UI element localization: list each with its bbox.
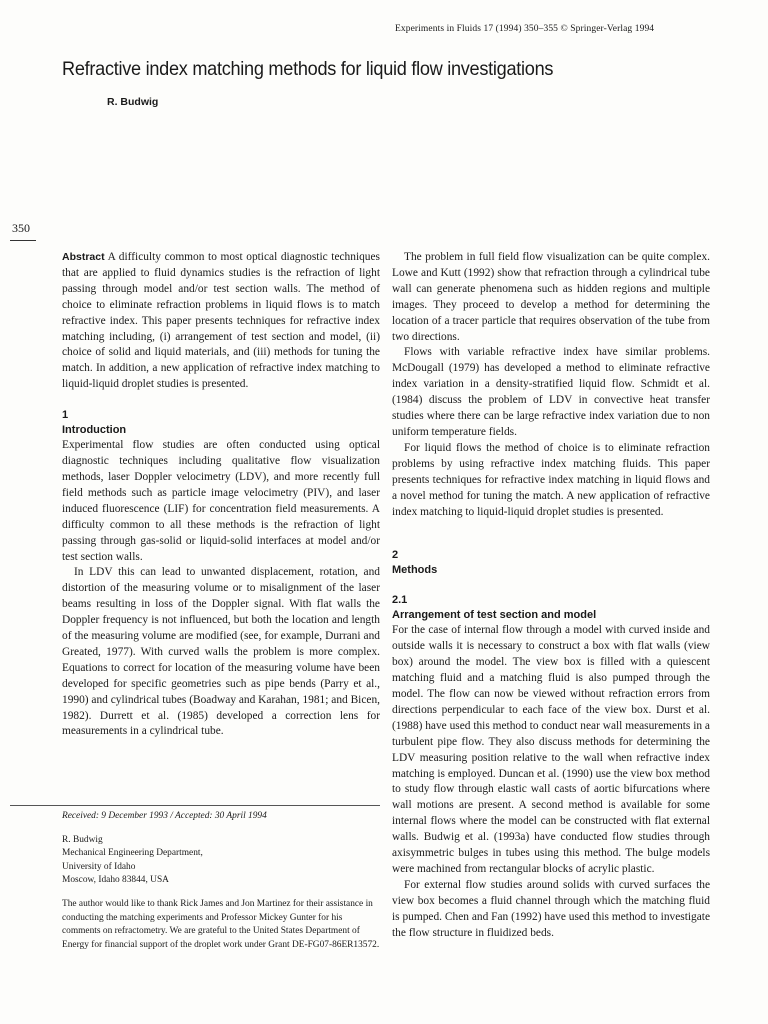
section-2-1-title: Arrangement of test section and model xyxy=(392,609,597,622)
acknowledgment: The author would like to thank Rick James and Jon Martinez for their assistance in conducting the matching experiments and Professor Mickey Gunter for his comments on refractometry. We are grateful to the United States Department of Energy for financial support of the droplet work under Grant DE-FG07-86ER13572. xyxy=(62,898,380,950)
page-title: Refractive index matching methods for liquid flow investigations xyxy=(62,58,554,80)
right-column xyxy=(392,250,710,942)
section-2-title: Methods xyxy=(392,564,438,577)
right-paragraph-1: The problem in full field flow visualization can be quite complex. Lowe and Kutt (1992) show that refraction through a cylindrical tube wall can generate phenomena such as hidden regions and multiple images. They proceed to develop a method for determining the location of a tracer particle that requires observation of the tube from two directions. xyxy=(392,251,710,343)
footnote-rule xyxy=(10,805,380,806)
methods-paragraph-2: For external flow studies around solids with curved surfaces the view box becomes a fluid channel through which the matching fluid is pumped. Chen and Fan (1992) have used this method to investigate the flow structure in fluidized beds. xyxy=(392,878,710,939)
section-2-number: 2 xyxy=(392,549,399,562)
intro-paragraph-2: In LDV this can lead to unwanted displacement, rotation, and distortion of the measuring volume or to misalignment of the laser beams resulting in loss of the Doppler signal. With flat walls the Doppler frequency is not influenced, but both the location and length of the measuring volume are modified (see, for example, Durrani and Greated, 1977). With curved walls the problem is more complex. Equations to correct for location of the measuring volume have been developed for specific geometries such as pipe bends (Parry et al., 1990) and cylindrical tubes (Boadway and Karahan, 1981; and Bicen, 1982). Durrett et al. (1985) developed a correction lens for measurements in a cylindrical tube. xyxy=(62,566,380,738)
section-1-title: Introduction xyxy=(62,424,127,437)
address-line: Moscow, Idaho 83844, USA xyxy=(62,875,169,886)
author-address xyxy=(62,834,380,888)
abstract xyxy=(62,250,380,393)
page-number: 350 xyxy=(12,221,30,235)
left-column xyxy=(62,250,380,740)
address-line: Mechanical Engineering Department, xyxy=(62,848,203,859)
address-line: R. Budwig xyxy=(62,834,103,845)
address-line: University of Idaho xyxy=(62,861,136,872)
section-2-1-number: 2.1 xyxy=(392,594,408,607)
abstract-label: Abstract xyxy=(62,251,105,263)
author-name: R. Budwig xyxy=(107,96,159,108)
right-paragraph-2: Flows with variable refractive index have similar problems. McDougall (1979) has developed a method to eliminate refractive index variation in a density-stratified liquid flow. Schmidt et al. (1984) discuss the problem of LDV in convective heat transfer studies where there can be large refractive index variation due to non uniform temperature fields. xyxy=(392,346,710,438)
abstract-text: A difficulty common to most optical diagnostic techniques that are applied to fluid dynamics studies is the refraction of light passing through model and/or test section walls. The method of choice to eliminate refraction problems in liquid flows is to match refractive index. This paper presents techniques for refractive index matching including, (i) arrangement of test section and model, (ii) choice of solid and liquid materials, and (iii) methods for tuning the match. In addition, a new application of refractive index matching to liquid-liquid droplet studies is presented. xyxy=(62,251,380,391)
page-number-rule xyxy=(10,240,36,241)
received-dates: Received: 9 December 1993 / Accepted: 30 April 1994 xyxy=(62,811,267,821)
section-1-number: 1 xyxy=(62,409,69,422)
footnotes xyxy=(62,810,380,952)
right-paragraph-3: For liquid flows the method of choice is to eliminate refraction problems by using refractive index matching fluids. This paper presents techniques for refractive index matching in liquid flows and a novel method for tuning the match. A new application of refractive index matching to liquid-liquid droplet studies is presented. xyxy=(392,441,710,518)
intro-paragraph-1: Experimental flow studies are often conducted using optical diagnostic techniques including qualitative flow visualization methods, laser Doppler velocimetry (LDV), and more recently full field methods such as particle image velocimetry (PIV), and laser induced fluorescence (LIF) for concentration field measurements. A difficulty common to all these methods is the refraction of light passing through gas-solid or liquid-solid interfaces at model and/or test section walls. xyxy=(62,439,380,563)
journal-header: Experiments in Fluids 17 (1994) 350–355 © Springer-Verlag 1994 xyxy=(395,24,655,34)
methods-paragraph-1: For the case of internal flow through a model with curved inside and outside walls it is necessary to construct a box with flat walls (view box) around the model. The view box is filled with a quiescent matching fluid and a matching fluid is also pumped through the model. The flow can now be viewed without refraction errors from directions perpendicular to each face of the view box. Durst et al. (1988) have used this method to conduct near wall measurements in a turbulent pipe flow. They also discuss methods for determining the LDV measuring position relative to the wall when refractive index matching is employed. Duncan et al. (1990) use the view box method to study flow through elastic wall casts of aortic bifurcations where wall motions are present. A second method is available for some internal flows where the model can be constructed with flat external walls. Budwig et al. (1993a) have conducted flow studies through axisymmetric bulges in tubes using this method. The bulge models were machined from rectangular blocks of acrylic plastic. xyxy=(392,624,710,875)
